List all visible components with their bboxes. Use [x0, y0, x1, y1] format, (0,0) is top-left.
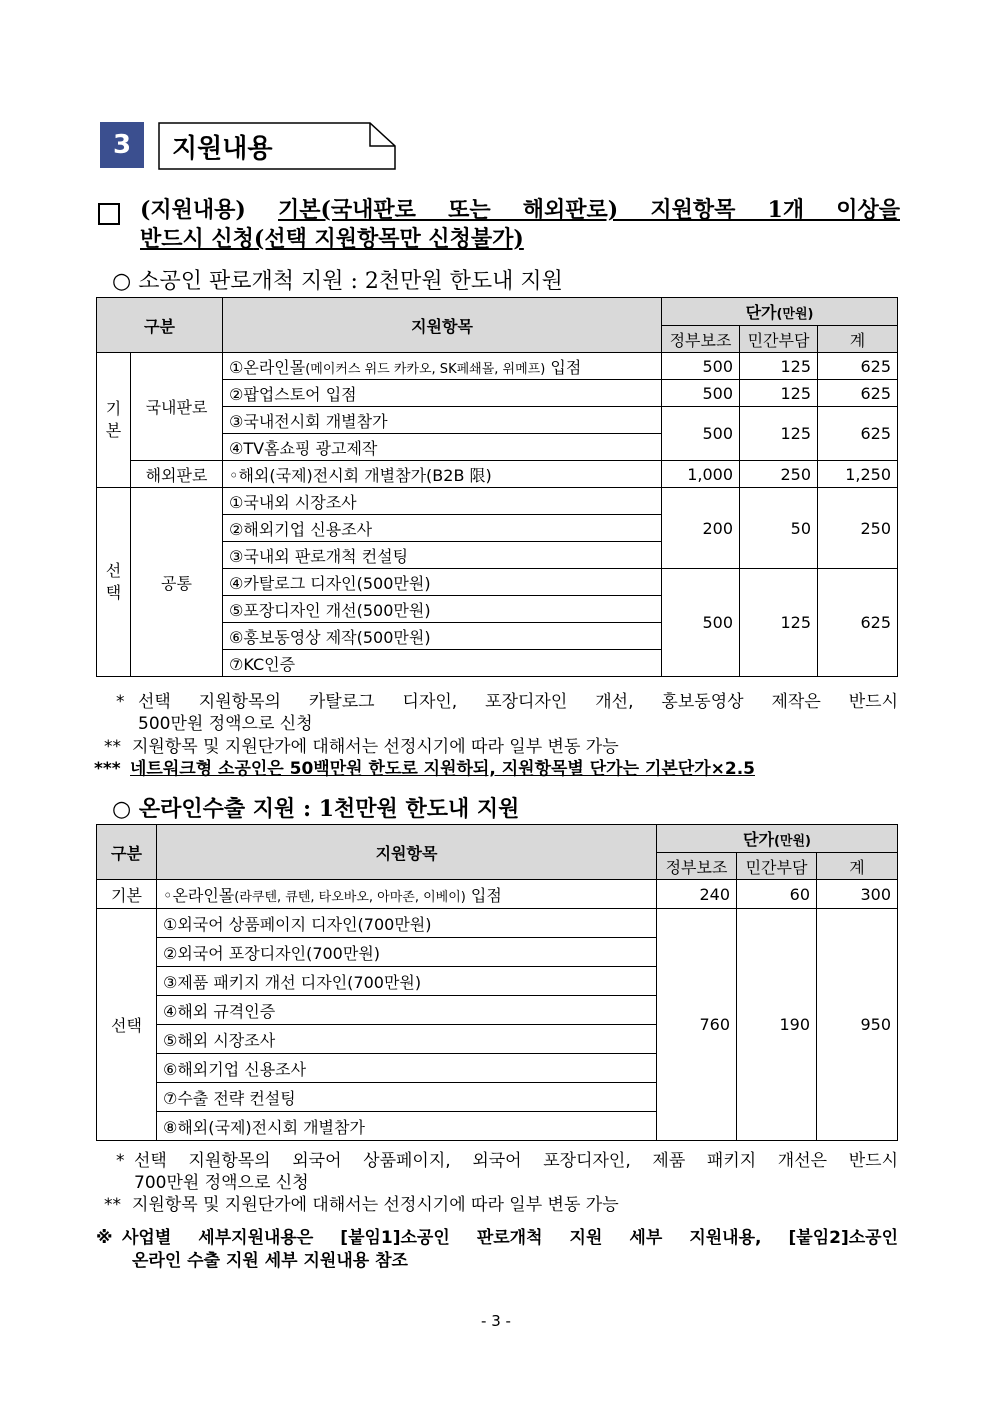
- col-gov: 정부보조: [657, 853, 737, 880]
- item-cell: ⑧해외(국제)전시회 개별참가: [157, 1112, 657, 1141]
- private-value: 125: [740, 569, 818, 677]
- group-select: 선 택: [97, 488, 131, 677]
- item-cell: ③국내외 판로개척 컨설팅: [223, 542, 662, 569]
- gov-value: 500: [662, 353, 740, 380]
- item-cell: ⑥홍보동영상 제작(500만원): [223, 623, 662, 650]
- sub-common: 공통: [131, 488, 223, 677]
- private-value: 125: [740, 380, 818, 407]
- item-cell: ⑦KC인증: [223, 650, 662, 677]
- col-total: 계: [817, 853, 898, 880]
- private-value: 50: [740, 488, 818, 569]
- col-category: 구분: [97, 298, 223, 353]
- headline-prefix: (지원내용): [140, 197, 278, 223]
- col-private: 민간부담: [740, 326, 818, 353]
- gov-value: 1,000: [662, 461, 740, 488]
- private-value: 125: [740, 407, 818, 461]
- gov-value: 240: [657, 880, 737, 909]
- total-value: 625: [818, 353, 898, 380]
- item-cell: ②해외기업 신용조사: [223, 515, 662, 542]
- col-category: 구분: [97, 825, 157, 880]
- private-value: 125: [740, 353, 818, 380]
- gov-value: 760: [657, 909, 737, 1141]
- headline-line1: [140, 196, 900, 225]
- group-basic: 기 본: [97, 353, 131, 488]
- total-value: 300: [817, 880, 898, 909]
- item-cell: ⑥해외기업 신용조사: [157, 1054, 657, 1083]
- total-value: 950: [817, 909, 898, 1141]
- basic-label: 기본: [97, 880, 157, 909]
- table-row: [97, 461, 898, 488]
- note5-mark: **: [104, 1195, 121, 1215]
- section-title: 지원내용: [172, 134, 273, 164]
- note3-mark: ***: [94, 759, 121, 779]
- table-row: [97, 880, 898, 909]
- gov-value: 200: [662, 488, 740, 569]
- note4-line1: 선택 지원항목의 외국어 상품페이지, 외국어 포장디자인, 제품 패키지 개선은 반드시: [134, 1151, 898, 1171]
- gov-value: 500: [662, 407, 740, 461]
- item-cell: ⑦수출 전략 컨설팅: [157, 1083, 657, 1112]
- item-cell: ④카탈로그 디자인(500만원): [223, 569, 662, 596]
- note1-line1: 선택 지원항목의 카탈로그 디자인, 포장디자인 개선, 홍보동영상 제작은 반드시: [138, 692, 898, 712]
- gov-value: 500: [662, 569, 740, 677]
- private-value: 190: [737, 909, 817, 1141]
- table2-heading: ○ 온라인수출 지원 : 1천만원 한도내 지원: [112, 796, 520, 822]
- item-cell: ③제품 패키지 개선 디자인(700만원): [157, 967, 657, 996]
- section-number: 3: [100, 122, 144, 168]
- item-cell: ⑤포장디자인 개선(500만원): [223, 596, 662, 623]
- item-cell: ②팝업스토어 입점: [223, 380, 662, 407]
- item-cell: ①온라인몰(메이커스 위드 카카오, SK페쇄몰, 위메프) 입점: [223, 353, 662, 380]
- item-cell: ④TV홈쇼핑 광고제작: [223, 434, 662, 461]
- item-cell: ④해외 규격인증: [157, 996, 657, 1025]
- item-cell: ⑤해외 시장조사: [157, 1025, 657, 1054]
- gov-value: 500: [662, 380, 740, 407]
- table-online-export: [96, 824, 898, 1141]
- sub-overseas: 해외판로: [131, 461, 223, 488]
- item-cell: ③국내전시회 개별참가: [223, 407, 662, 434]
- note5-text: 지원항목 및 지원단가에 대해서는 선정시기에 따라 일부 변동 가능: [132, 1195, 619, 1215]
- col-private: 민간부담: [737, 853, 817, 880]
- headline-must-apply: 반드시 신청: [140, 226, 254, 252]
- reference-line2: 온라인 수출 지원 세부 지원내용 참조: [132, 1251, 408, 1271]
- note2-text: 지원항목 및 지원단가에 대해서는 선정시기에 따라 일부 변동 가능: [132, 737, 619, 757]
- total-value: 625: [818, 380, 898, 407]
- item-cell: ①외국어 상품페이지 디자인(700만원): [157, 909, 657, 938]
- headline-basic-req: 기본(국내판로 또는 해외판로) 지원항목 1개 이상을: [278, 197, 900, 223]
- private-value: 250: [740, 461, 818, 488]
- item-cell: ①국내외 시장조사: [223, 488, 662, 515]
- note4-mark: *: [116, 1151, 125, 1171]
- note2-mark: **: [104, 737, 121, 757]
- note3-text: 네트워크형 소공인은 50백만원 한도로 지원하되, 지원항목별 단가는 기본단가×2.5: [130, 759, 755, 779]
- total-value: 1,250: [818, 461, 898, 488]
- col-price: 단가(만원): [662, 298, 898, 326]
- table-row: [97, 909, 898, 938]
- total-value: 625: [818, 569, 898, 677]
- total-value: 250: [818, 488, 898, 569]
- reference-mark: ※: [96, 1228, 113, 1248]
- headline-note: (선택 지원항목만 신청불가): [253, 226, 524, 252]
- total-value: 625: [818, 407, 898, 461]
- item-cell: ②외국어 포장디자인(700만원): [157, 938, 657, 967]
- note1-mark: *: [116, 692, 125, 712]
- col-price: 단가(만원): [657, 825, 898, 853]
- select-label: 선택: [97, 909, 157, 1141]
- private-value: 60: [737, 880, 817, 909]
- col-item: 지원항목: [223, 298, 662, 353]
- sub-domestic: 국내판로: [131, 353, 223, 461]
- table-row: [97, 488, 898, 515]
- item-cell: ◦온라인몰(라쿠텐, 큐텐, 타오바오, 아마존, 이베이) 입점: [157, 880, 657, 909]
- page-number: - 3 -: [481, 1312, 511, 1330]
- checkbox-bullet: [98, 203, 120, 225]
- table1-heading: ○ 소공인 판로개척 지원 : 2천만원 한도내 지원: [112, 269, 563, 294]
- note4-line2: 700만원 정액으로 신청: [134, 1173, 309, 1193]
- col-item: 지원항목: [157, 825, 657, 880]
- section-title-box: [158, 122, 396, 168]
- item-cell: ◦해외(국제)전시회 개별참가(B2B 限): [223, 461, 662, 488]
- col-gov: 정부보조: [662, 326, 740, 353]
- table-row: [97, 353, 898, 380]
- col-total: 계: [818, 326, 898, 353]
- table-sales-support: [96, 297, 898, 677]
- headline-line2: [140, 225, 524, 254]
- note1-line2: 500만원 정액으로 신청: [138, 714, 313, 734]
- reference-line1: 사업별 세부지원내용은 [붙임1]소공인 판로개척 지원 세부 지원내용, [붙임2]소공인: [122, 1228, 898, 1248]
